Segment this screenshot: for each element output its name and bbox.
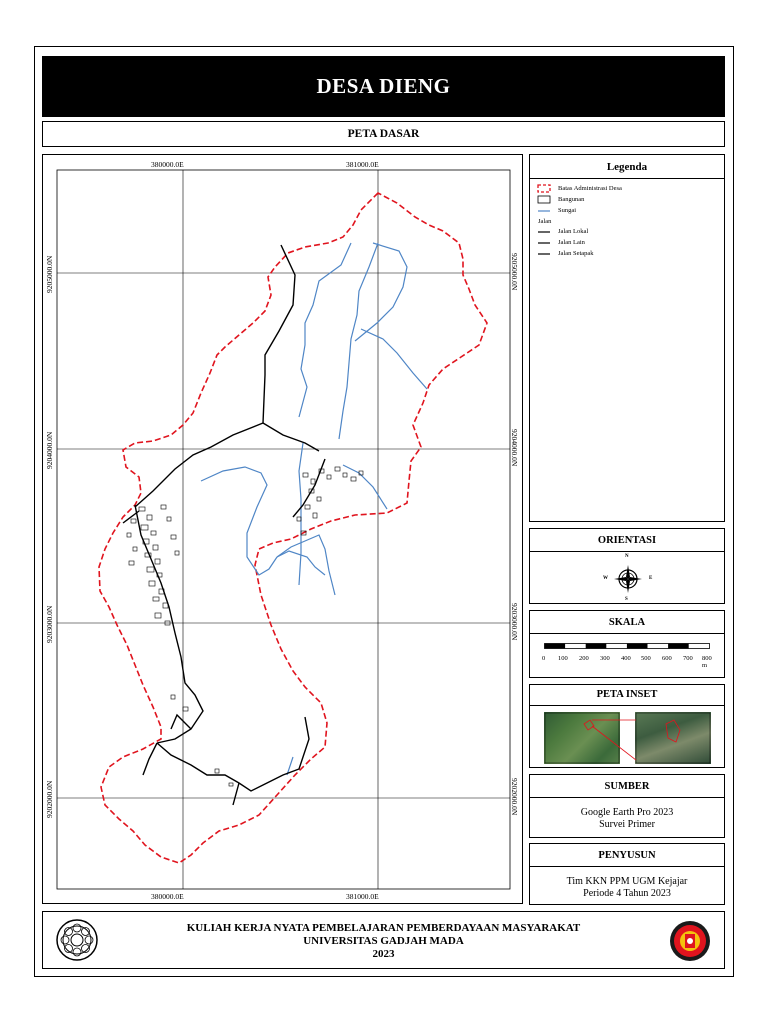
scale-label-500: 500 <box>641 655 651 662</box>
source-title: SUMBER <box>604 781 650 792</box>
source-panel <box>529 774 725 838</box>
grid-lines <box>57 170 510 889</box>
scale-label-400: 400 <box>621 655 631 662</box>
scale-label-200: 200 <box>579 655 589 662</box>
kkn-logo-icon <box>668 919 712 963</box>
legend-item-road-path: Jalan Setapak <box>558 250 594 257</box>
map-title: DESA DIENG <box>42 56 725 117</box>
coord-left-1: 9205000.0N <box>45 255 54 293</box>
footer <box>42 911 725 969</box>
legend-panel <box>529 154 725 522</box>
inset-panel <box>529 684 725 768</box>
legend-item-building: Bangunan <box>558 196 585 203</box>
author-line-2: Periode 4 Tahun 2023 <box>583 888 671 899</box>
coord-left-3: 9203000.0N <box>45 605 54 643</box>
coord-top-1: 380000.0E <box>151 160 184 169</box>
scale-label-300: 300 <box>600 655 610 662</box>
author-title: PENYUSUN <box>598 850 656 861</box>
compass-east: E <box>649 576 653 581</box>
orientation-panel <box>529 528 725 604</box>
coord-bottom-1: 380000.0E <box>151 892 184 901</box>
legend-boundary-swatch <box>538 185 550 192</box>
author-line-1: Tim KKN PPM UGM Kejajar <box>566 876 688 887</box>
footer-line-1: KULIAH KERJA NYATA PEMBELAJARAN PEMBERDAYAAN MASYARAKAT <box>186 922 581 934</box>
buildings <box>127 467 363 786</box>
legend-item-road-local: Jalan Lokal <box>558 228 589 235</box>
compass-north: N <box>625 554 629 559</box>
coord-right-3: 9203000.0N <box>510 603 519 641</box>
coord-right-1: 9205000.0N <box>510 253 519 291</box>
author-panel <box>529 843 725 905</box>
map-subtitle: PETA DASAR <box>42 121 725 147</box>
coord-right-2: 9204000.0N <box>510 429 519 467</box>
source-line-2: Survei Primer <box>599 819 655 830</box>
legend-item-road-other: Jalan Lain <box>558 239 585 246</box>
scale-label-600: 600 <box>662 655 672 662</box>
scale-bar <box>544 643 710 651</box>
legend-item-river: Sungai <box>558 207 577 214</box>
base-map <box>43 155 522 903</box>
coord-right-4: 9202000.0N <box>510 778 519 816</box>
legend-title: Legenda <box>606 161 648 173</box>
legend-item-boundary: Batas Administrasi Desa <box>558 185 622 192</box>
roads <box>123 245 325 805</box>
footer-line-3: 2023 <box>372 948 395 960</box>
scale-label-0: 0 <box>542 655 546 662</box>
orientation-title: ORIENTASI <box>597 535 657 546</box>
coord-top-2: 381000.0E <box>346 160 379 169</box>
inset-extent-lines <box>544 712 712 764</box>
legend-building-swatch <box>538 196 550 203</box>
scale-label-800: 800 m <box>702 655 712 669</box>
scale-title: SKALA <box>608 617 646 628</box>
compass-icon <box>608 559 648 599</box>
footer-line-2: UNIVERSITAS GADJAH MADA <box>303 935 464 947</box>
source-line-1: Google Earth Pro 2023 <box>580 807 674 818</box>
compass-south: S <box>625 597 628 602</box>
legend-road-group: Jalan <box>538 218 552 225</box>
compass-west: W <box>603 576 608 581</box>
scale-panel <box>529 610 725 678</box>
village-boundary <box>99 193 487 863</box>
scale-label-100: 100 <box>558 655 568 662</box>
scale-labels <box>542 655 717 669</box>
scale-label-700: 700 <box>683 655 693 662</box>
map-frame <box>42 154 523 904</box>
coord-left-4: 9202000.0N <box>45 780 54 818</box>
coord-left-2: 9204000.0N <box>45 431 54 469</box>
inset-title: PETA INSET <box>596 689 658 700</box>
coord-bottom-2: 381000.0E <box>346 892 379 901</box>
